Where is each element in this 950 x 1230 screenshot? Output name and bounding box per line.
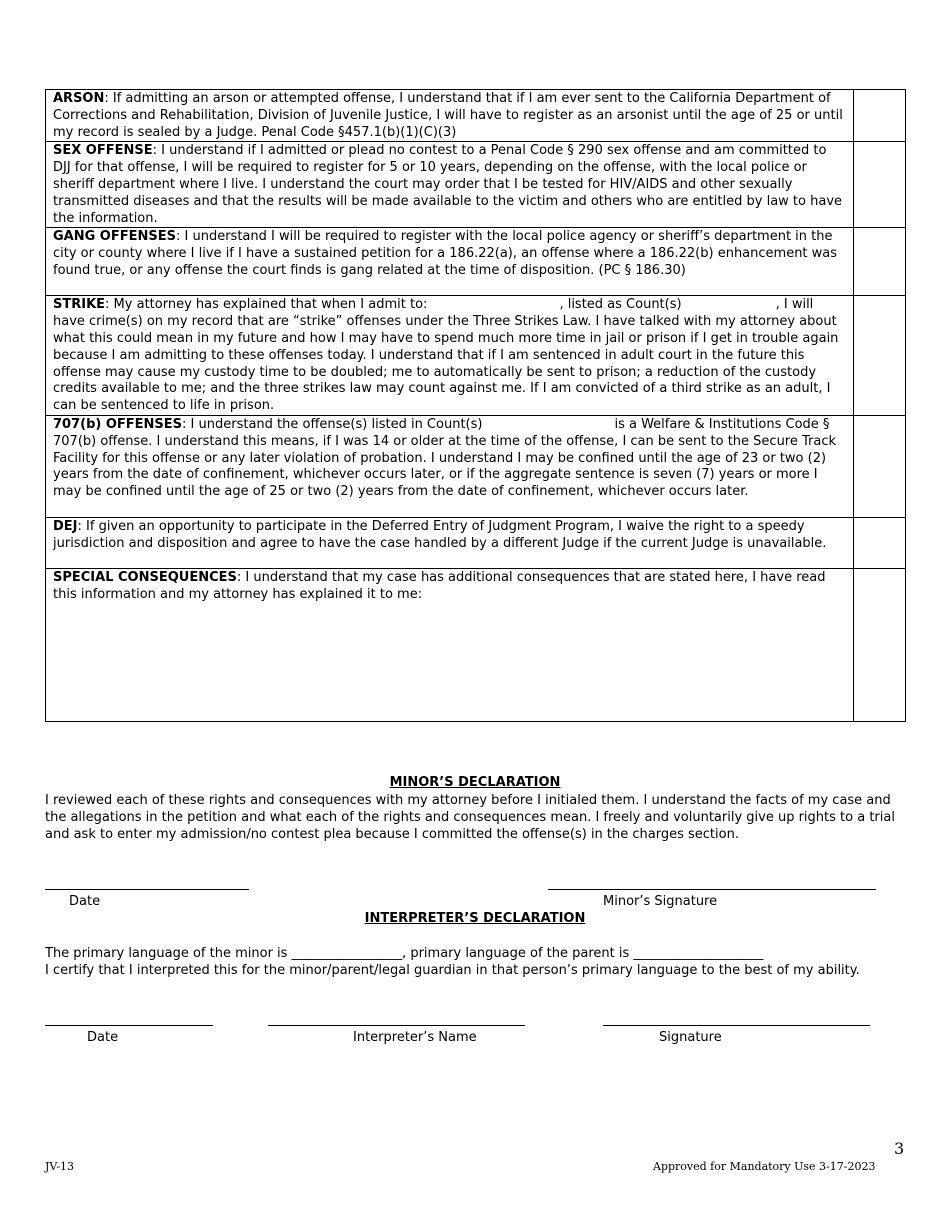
table-row <box>46 142 906 228</box>
initials-box[interactable] <box>854 296 906 416</box>
row-text: is a Welfare & Institutions Code § 707(b) offense. I understand this means, if I was 14 or older at the time of the offense, I can be sent to the Secure Track Facility for this offense or any later violation of probation. I understand I may be confined until the age of 23 or two (2) years from the date of confinement, whichever occurs later, or if the aggregate sentence is seven (7) years or more I may be confined until the age of 25 or two (2) years from the date of confinement, whichever occurs later. <box>53 416 837 500</box>
row-text: : My attorney has explained that when I admit to: <box>105 297 428 313</box>
table-row <box>46 228 906 296</box>
interpreter-language-line: The primary language of the minor is _________________, primary language of the parent is ____________________ <box>45 946 764 961</box>
initials-box[interactable] <box>854 228 906 296</box>
row-text: , listed as Count(s) <box>559 297 682 313</box>
sex-offense-cell <box>46 142 854 228</box>
minor-declaration-heading: MINOR’S DECLARATION <box>389 775 561 790</box>
interpreter-date-label: Date <box>87 1030 119 1045</box>
form-id: JV-13 <box>45 1160 75 1173</box>
page-number: 3 <box>894 1139 905 1158</box>
interpreter-date-line[interactable] <box>45 1025 213 1026</box>
interpreter-declaration-heading: INTERPRETER’S DECLARATION <box>364 911 586 926</box>
consequences-table <box>45 89 906 722</box>
interpreter-signature-line[interactable] <box>603 1025 870 1026</box>
dej-cell <box>46 517 854 568</box>
initials-box[interactable] <box>854 517 906 568</box>
minor-declaration-text: I reviewed each of these rights and consequences with my attorney before I initialed them. I understand the facts of my case and the allegations in the petition and what each of the rights and consequences mean. I freely and voluntarily give up rights to a trial and ask to enter my admission/no contest plea because I committed the offense(s) in the charges section. <box>45 793 895 842</box>
strike-cell <box>46 296 854 416</box>
table-row <box>46 517 906 568</box>
table-row <box>46 568 906 721</box>
minor-signature-label: Minor’s Signature <box>603 894 718 909</box>
minor-date-line[interactable] <box>45 889 249 890</box>
interpreter-certify-text: I certify that I interpreted this for the minor/parent/legal guardian in that person’s primary language to the best of my ability. <box>45 963 860 978</box>
table-row <box>46 415 906 517</box>
row-text: : If admitting an arson or attempted offense, I understand that if I am ever sent to the California Department of Corrections and Rehabilitation, Division of Juvenile Justice, I will have to register as an arsonist until the age of 25 or until my record is sealed by a Judge. Penal Code §457.1(b)(1)(C)(3) <box>53 91 843 140</box>
minor-date-label: Date <box>69 894 101 909</box>
special-consequences-cell <box>46 568 854 721</box>
row-title: SEX OFFENSE <box>53 143 153 159</box>
row-title: ARSON <box>53 91 105 106</box>
row-text: : I understand I will be required to register with the local police agency or sheriff’s department in the city or county where I live if I have a sustained petition for a 186.22(a), an offense where a 186.22(b) enhancement was found true, or any offense the court finds is gang related at the time of disposition. (PC § 186.30) <box>53 229 838 278</box>
table-row <box>46 90 906 142</box>
row-title: GANG OFFENSES <box>53 229 176 245</box>
initials-box[interactable] <box>854 142 906 228</box>
approval-note: Approved for Mandatory Use 3-17-2023 <box>653 1160 876 1173</box>
707b-offenses-cell <box>46 415 854 517</box>
minor-signature-line[interactable] <box>548 889 876 890</box>
row-text: , <box>775 297 780 313</box>
row-text: : I understand that my case has additional consequences that are stated here, I have read this information and my attorney has explained it to me: <box>53 569 826 602</box>
initials-box[interactable] <box>854 90 906 142</box>
interpreter-signature-label: Signature <box>659 1030 722 1045</box>
table-row <box>46 296 906 416</box>
row-title: SPECIAL CONSEQUENCES <box>53 569 237 585</box>
row-text: : I understand if I admitted or plead no contest to a Penal Code § 290 sex offense and am committed to DJJ for that offense, I will be required to register for 5 or 10 years, depending on the offense, with the local police or sheriff department where I live. I understand the court may order that I be tested for HIV/AIDS and other sexually transmitted diseases and that the results will be made available to the victim and others who are entitled by law to have the information. <box>53 143 843 226</box>
row-text: : I understand the offense(s) listed in Count(s) <box>182 416 483 432</box>
arson-cell <box>46 90 854 142</box>
row-title: DEJ <box>53 518 78 534</box>
initials-box[interactable] <box>854 568 906 721</box>
row-title: STRIKE <box>53 297 106 313</box>
initials-box[interactable] <box>854 415 906 517</box>
row-title: 707(b) OFFENSES <box>53 416 183 432</box>
interpreter-name-line[interactable] <box>268 1025 525 1026</box>
interpreter-name-label: Interpreter’s Name <box>353 1030 477 1045</box>
row-text: : If given an opportunity to participate in the Deferred Entry of Judgment Program, I waive the right to a speedy jurisdiction and disposition and agree to have the case handled by a different Judge if the current Judge is unavailable. <box>53 518 827 551</box>
gang-offenses-cell <box>46 228 854 296</box>
row-text: I will have crime(s) on my record that are “strike” offenses under the Three Strikes Law. I have talked with my attorney about what this could mean in my future and how I may have to spend much more time in jail or prison if I get in trouble again because I am admitting to these offenses today. I understand that if I am sentenced in adult court in the future this offense may cause my custody time to be doubled; me to automatically be sent to prison; a reduction of the custody credits available to me; and the three strikes law may count against me. If I am convicted of a third strike as an adult, I can be sentenced to life in prison. <box>53 297 839 414</box>
